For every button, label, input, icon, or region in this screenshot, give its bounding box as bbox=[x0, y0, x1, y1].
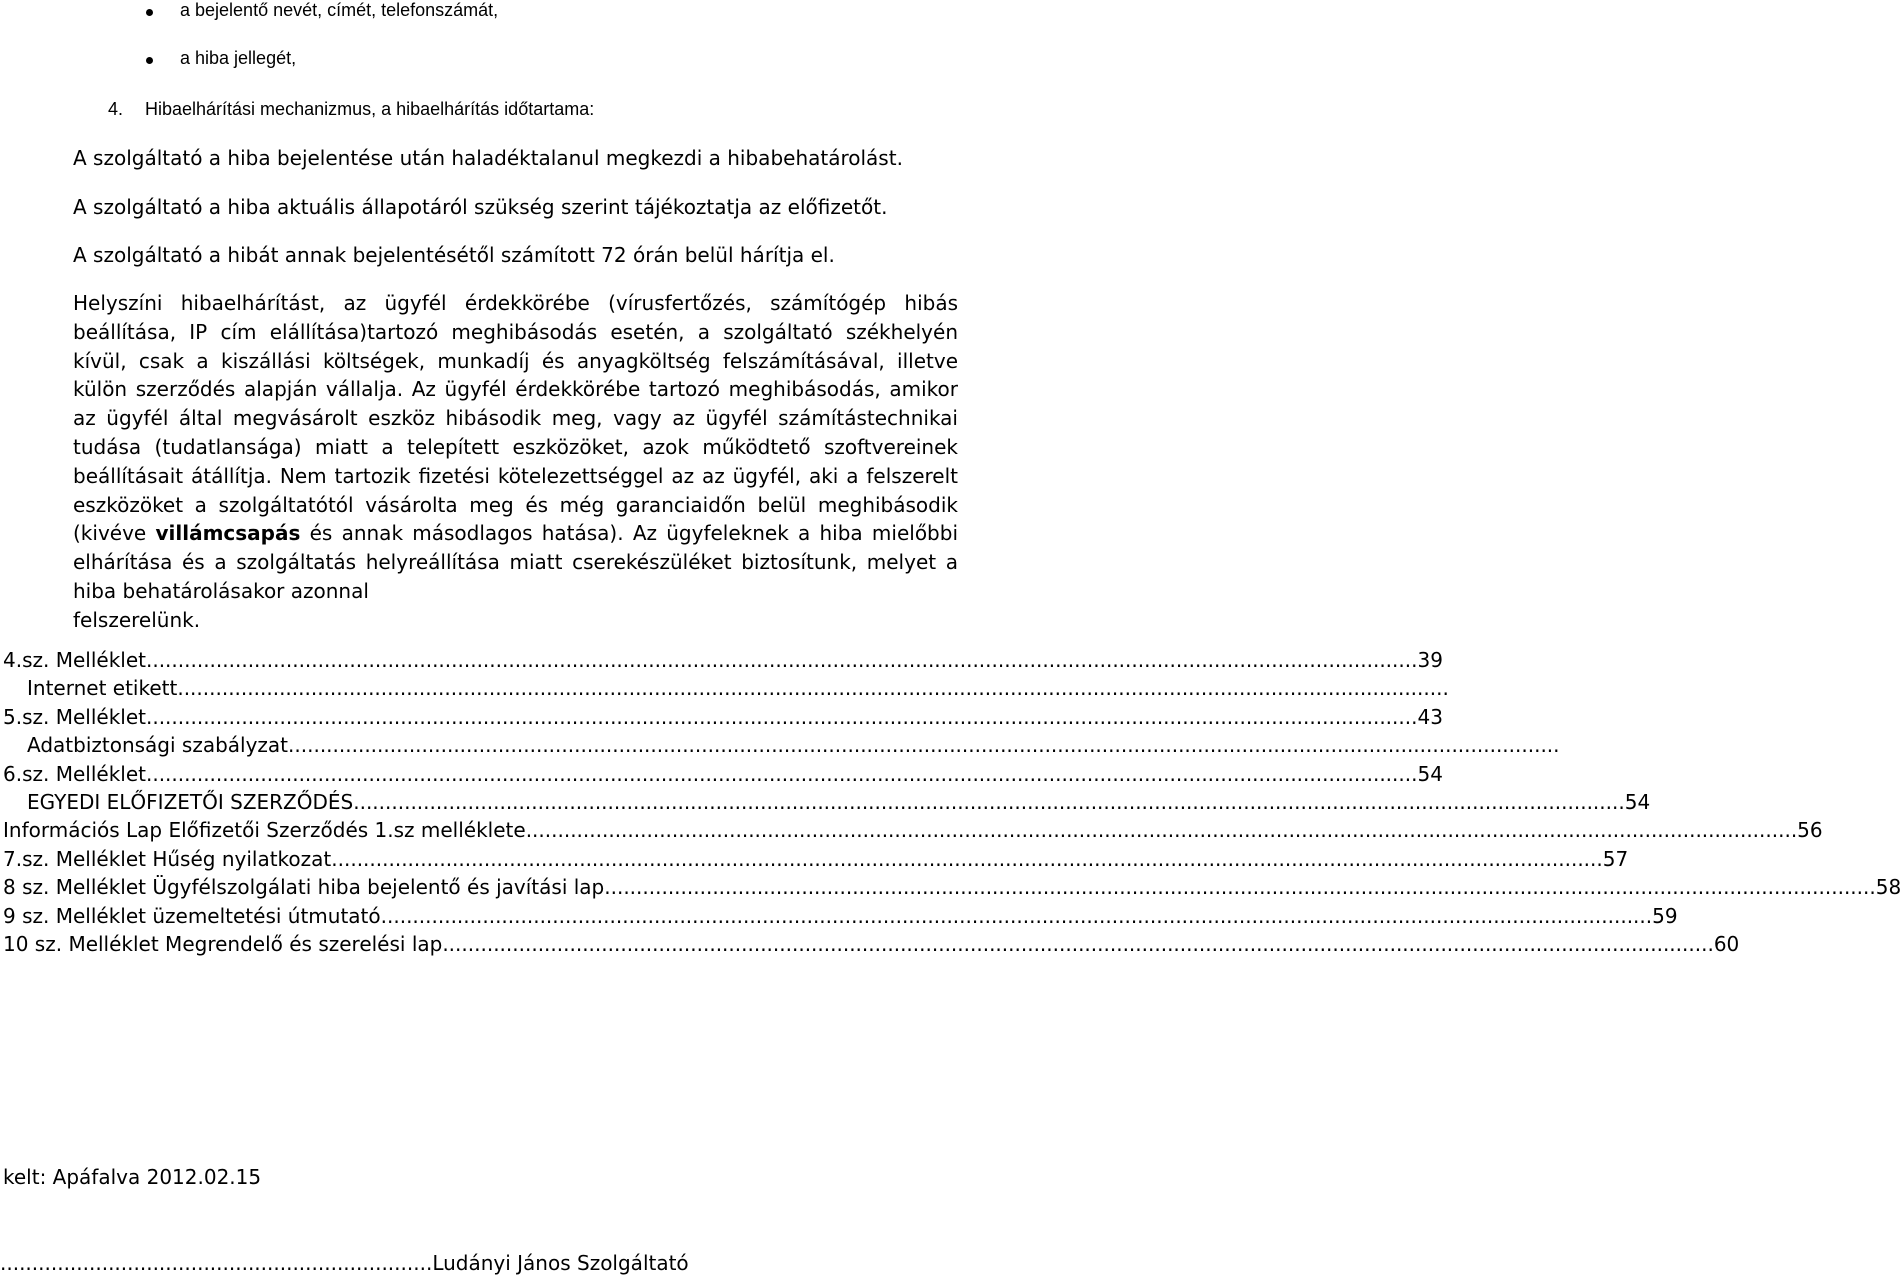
toc-leader: ........................................................................................................................................................................................................ bbox=[145, 761, 1418, 786]
toc-leader: ........................................................................................................................................................................................................ bbox=[331, 846, 1603, 871]
section-heading bbox=[108, 99, 594, 120]
bullet-item: a bejelentő nevét, címét, telefonszámát, bbox=[180, 0, 499, 20]
toc-entry bbox=[3, 875, 1901, 903]
toc-label: Adatbiztonsági szabályzat bbox=[27, 733, 289, 758]
toc-leader: ........................................................................................................................................................................................................ bbox=[604, 875, 1876, 900]
toc-page-number: 54 bbox=[1624, 790, 1651, 814]
toc-entry bbox=[3, 761, 1443, 790]
toc-label: 6.sz. Melléklet bbox=[3, 761, 146, 786]
toc-entry bbox=[3, 704, 1443, 733]
paragraph-last-line: felszerelünk. bbox=[73, 607, 201, 632]
paragraph-text: Helyszíni hibaelhárítást, az ügyfél érdekkörébe (vírusfertőzés, számítógép hibás beállítása, IP cím elállítása)tartozó meghibásodás esetén, a szolgáltató székhelyén kívül, csak a kiszállási költségek, munkadíj és anyagköltség felszámításával, illetve külön szerződés alapján vállalja. Az ügyfél érdekkörébe tartozó meghibásodás, amikor az ügyfél által megvásárolt eszköz hibásodik meg, vagy az ügyfél számítástechnikai tudása (tudatlansága) miatt a telepített eszközöket, azok működtető szoftvereinek beállításait átállítja. Nem tartozik fizetési kötelezettséggel az az ügyfél, aki a felszerelt eszközöket a szolgáltatótól vásárolta meg és még garanciaidőn belül meghibásodik (kivéve bbox=[73, 291, 958, 546]
text-line: A szolgáltató a hibát annak bejelentésétől számított 72 órán belül hárítja el. bbox=[73, 243, 835, 267]
toc-page-number: 56 bbox=[1797, 818, 1823, 843]
toc-page-number: 54 bbox=[1417, 761, 1443, 786]
toc-page-number: 43 bbox=[1417, 704, 1443, 729]
toc-entry bbox=[27, 676, 1449, 704]
paragraph-text: és annak másodlagos hatása). Az ügyfeleknek a hiba mielőbbi elhárítása és a szolgáltatás helyreállítása miatt cserekészüléket biztosítunk, melyet a hiba behatárolásakor azonnal bbox=[73, 521, 958, 603]
toc-page-number: 60 bbox=[1713, 932, 1740, 956]
toc-leader: ........................................................................................................................................................................................................ bbox=[442, 932, 1714, 956]
toc-leader: ........................................................................................................................................................................................................ bbox=[145, 704, 1418, 729]
toc-label: 8 sz. Melléklet Ügyfélszolgálati hiba bejelentő és javítási lap bbox=[3, 875, 605, 900]
toc-page-number: 58 bbox=[1875, 875, 1901, 900]
toc-entry bbox=[3, 846, 1629, 875]
text-line: A szolgáltató a hiba bejelentése után haladéktalanul megkezdi a hibabehatárolást. bbox=[73, 146, 903, 170]
toc-leader: ........................................................................................................................................................................................................ bbox=[177, 676, 1449, 701]
date-line: kelt: Apáfalva 2012.02.15 bbox=[3, 1165, 262, 1189]
toc-entry bbox=[27, 790, 1651, 818]
toc-entry bbox=[3, 648, 1443, 676]
toc-leader: ........................................................................................................................................................................................................ bbox=[288, 733, 1560, 758]
toc-label: 4.sz. Melléklet bbox=[3, 648, 146, 672]
toc-entry bbox=[3, 818, 1823, 846]
toc-leader: ........................................................................................................................................................................................................ bbox=[525, 818, 1798, 843]
toc-label: 9 sz. Melléklet üzemeltetési útmutató bbox=[3, 903, 381, 928]
section-title: Hibaelhárítási mechanizmus, a hibaelhárítás időtartama: bbox=[145, 99, 595, 119]
toc-label: 5.sz. Melléklet bbox=[3, 704, 146, 729]
toc-page-number: 59 bbox=[1652, 903, 1678, 928]
toc-label: Internet etikett bbox=[27, 676, 178, 701]
toc-leader: ........................................................................................................................................................................................................ bbox=[145, 648, 1418, 672]
bullet-item: a hiba jellegét, bbox=[180, 48, 297, 68]
toc-leader: ........................................................................................................................................................................................................ bbox=[353, 790, 1625, 814]
toc-label: 7.sz. Melléklet Hűség nyilatkozat bbox=[3, 846, 332, 871]
toc-entry bbox=[3, 903, 1678, 932]
toc-leader: ........................................................................................................................................................................................................ bbox=[380, 903, 1653, 928]
text-line: A szolgáltató a hiba aktuális állapotáról szükség szerint tájékoztatja az előfizetőt. bbox=[73, 195, 888, 219]
toc-page-number: 57 bbox=[1602, 846, 1629, 871]
signature-line bbox=[0, 1251, 689, 1275]
signature-name: Ludányi János Szolgáltató bbox=[432, 1251, 689, 1275]
toc-label: 10 sz. Melléklet Megrendelő és szerelési lap bbox=[3, 932, 443, 956]
toc-entry bbox=[3, 932, 1740, 960]
toc-page-number: 39 bbox=[1417, 648, 1443, 672]
section-number: 4. bbox=[108, 99, 124, 119]
bold-term: villámcsapás bbox=[155, 521, 301, 546]
bullet-dot bbox=[146, 57, 153, 64]
body-paragraph bbox=[73, 289, 958, 635]
signature-dots: .................................................................... bbox=[0, 1251, 433, 1275]
toc-entry bbox=[27, 733, 1560, 761]
toc-label: EGYEDI ELŐFIZETŐI SZERZŐDÉS bbox=[27, 790, 354, 814]
toc-label: Információs Lap Előfizetői Szerződés 1.sz melléklete bbox=[3, 818, 526, 843]
bullet-dot bbox=[146, 9, 153, 16]
